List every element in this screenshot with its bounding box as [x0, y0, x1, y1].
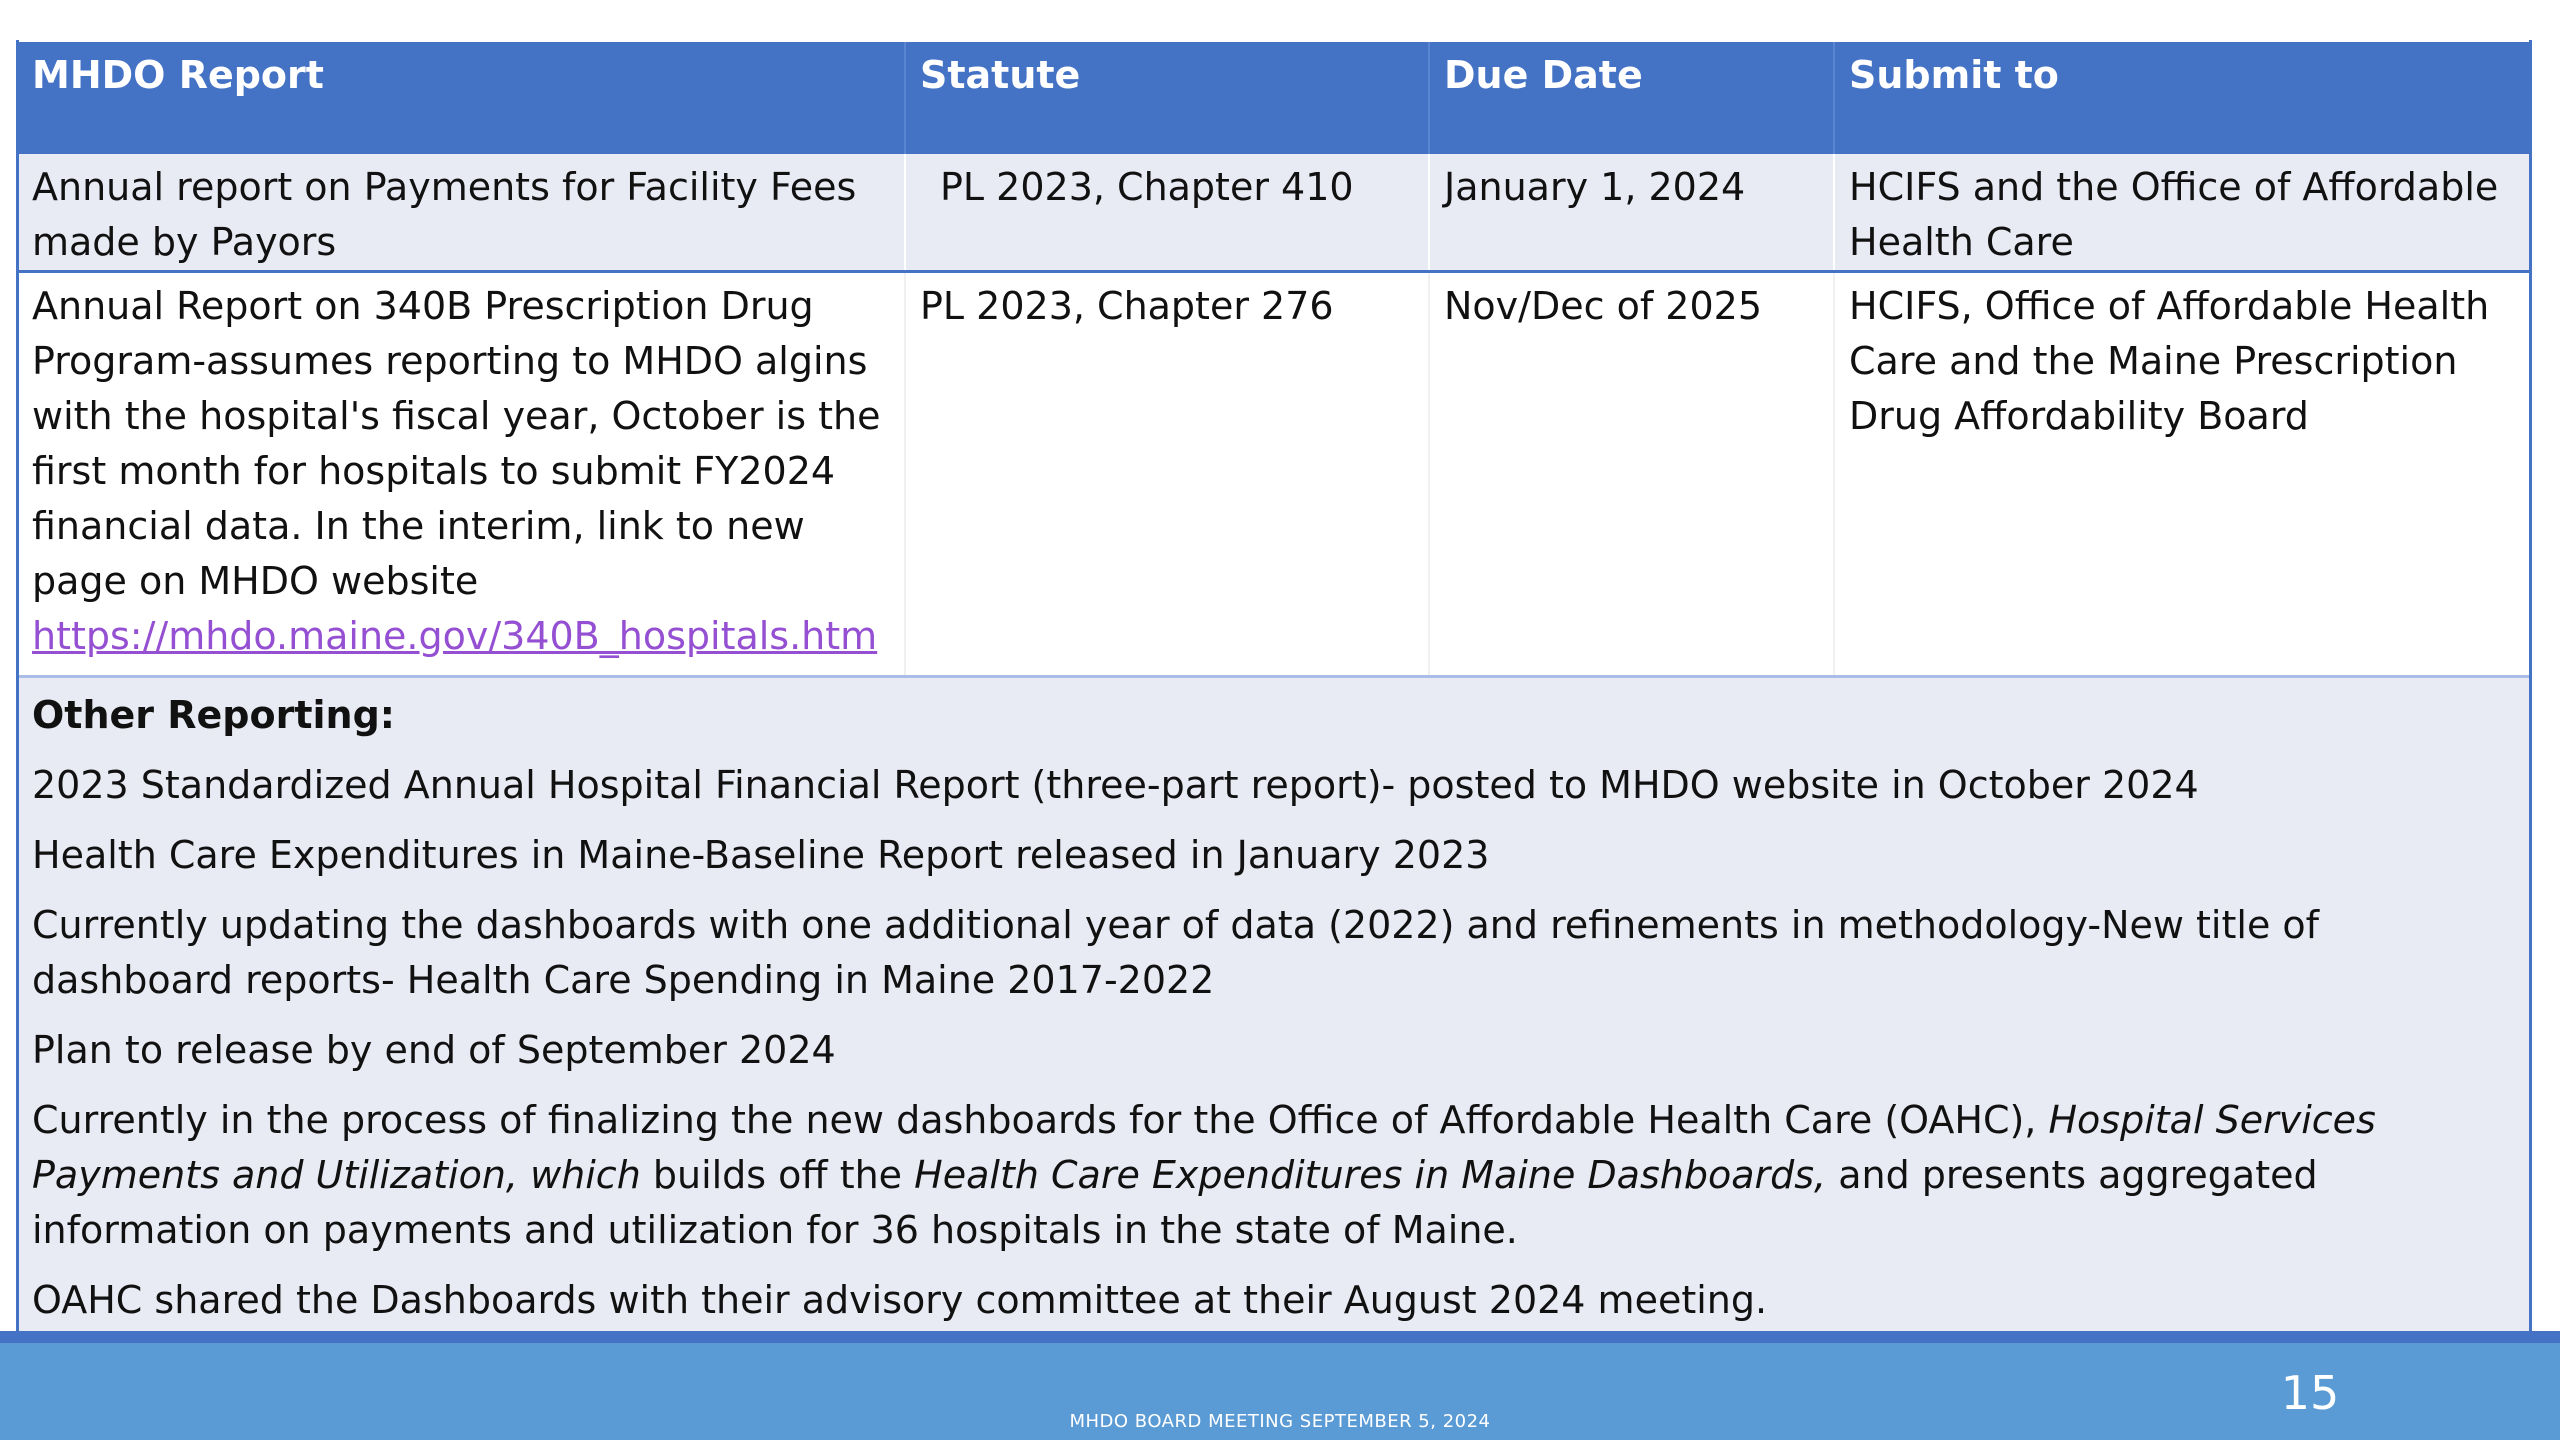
table-row: [18, 154, 2530, 272]
footer-text: MHDO BOARD MEETING SEPTEMBER 5, 2024: [1069, 1411, 1491, 1432]
cell-submit-to: HCIFS and the Office of Affordable Health Care: [1834, 154, 2530, 272]
hospitals-340b-link[interactable]: https://mhdo.maine.gov/340B_hospitals.htm: [32, 614, 878, 658]
cell-due-date: January 1, 2024: [1429, 154, 1834, 272]
header-submit-to: Submit to: [1834, 42, 2530, 154]
other-reporting-item: Health Care Expenditures in Maine-Baseline Report released in January 2023: [32, 833, 1490, 877]
other-reporting-row: [18, 677, 2530, 1353]
cell-due-date: Nov/Dec of 2025: [1429, 272, 1834, 677]
other-reporting-heading: Other Reporting:: [32, 693, 395, 737]
cell-statute: PL 2023, Chapter 276: [905, 272, 1429, 677]
other-reporting-cell: [18, 677, 2530, 1353]
page-number: 15: [2280, 1366, 2340, 1420]
other-reporting-item: OAHC shared the Dashboards with their advisory committee at their August 2024 meeting.: [32, 1278, 1768, 1322]
cell-statute: PL 2023, Chapter 410: [905, 154, 1429, 272]
item-italic-text: Hospital Services Payments and Utilization, which: [32, 1098, 2376, 1197]
item-text: builds off the: [640, 1153, 915, 1197]
cell-report: Annual report on Payments for Facility Fees made by Payors: [18, 154, 905, 272]
header-due-date: Due Date: [1429, 42, 1834, 154]
other-reporting-item: Plan to release by end of September 2024: [32, 1028, 836, 1072]
other-reporting-item: 2023 Standardized Annual Hospital Financial Report (three-part report)- posted to MHDO website in October 2024: [32, 763, 2199, 807]
item-text: and presents aggregated information on payments and utilization for 36 hospitals in the state of Maine.: [32, 1153, 2318, 1252]
header-statute: Statute: [905, 42, 1429, 154]
other-reporting-item: [32, 1093, 2516, 1258]
item-italic-text: Health Care Expenditures in Maine Dashboards,: [914, 1153, 1827, 1197]
footer-accent-line: [0, 1331, 2560, 1343]
table-header-row: [18, 42, 2530, 154]
cell-report-text: Annual Report on 340B Prescription Drug Program-assumes reporting to MHDO algins with the hospital's fiscal year, October is the first month for hospitals to submit FY2024 financial data. In the interim, link to new page on MHDO website: [32, 284, 881, 603]
cell-report: [18, 272, 905, 677]
cell-submit-to: HCIFS, Office of Affordable Health Care and the Maine Prescription Drug Affordability Board: [1834, 272, 2530, 677]
mhdo-report-table: [18, 42, 2530, 1354]
table-row: [18, 272, 2530, 677]
header-mhdo-report: MHDO Report: [18, 42, 905, 154]
other-reporting-item: Currently updating the dashboards with one additional year of data (2022) and refinements in methodology-New title of dashboard reports- Health Care Spending in Maine 2017-2022: [32, 903, 2320, 1002]
item-text: Currently in the process of finalizing the new dashboards for the Office of Affordable Health Care (OAHC),: [32, 1098, 2049, 1142]
